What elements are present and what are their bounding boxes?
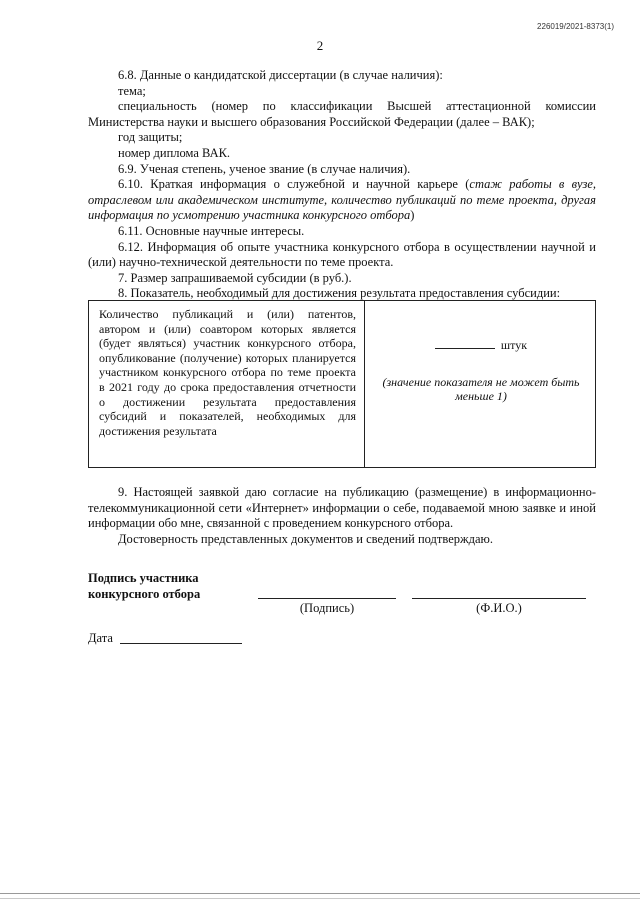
section-6-8: 6.8. Данные о кандидатской диссертации (в случае наличия): (118, 68, 443, 82)
reliability-statement: Достоверность представленных документов и сведений подтверждаю. (118, 531, 493, 546)
page-number: 2 (316, 38, 324, 53)
dissertation-topic: тема; (118, 83, 146, 98)
indicator-value-cell (365, 301, 596, 468)
section-6-11: 6.11. Основные научные интересы. (118, 223, 305, 238)
signature-label-line-2: конкурсного отбора (88, 586, 201, 601)
section-8: 8. Показатель, необходимый для достижения результата предоставления субсидии: (118, 286, 561, 301)
section-9-consent: 9. Настоящей заявкой даю согласие на публикацию (размещение) в информационно-телекоммуникационной сети «Интернет» информации о себе, подаваемой мною заявке и иной информации обо мне, связанной с проведением конкурсного отбора. (88, 485, 596, 531)
section-7: 7. Размер запрашиваемой субсидии (в руб.). (118, 270, 352, 285)
indicator-value-line (375, 337, 587, 353)
indicator-units: штук (500, 338, 528, 352)
name-caption: (Ф.И.О.) (476, 601, 522, 615)
consent-section (88, 485, 596, 547)
indicator-value-blank (435, 337, 495, 349)
signature-caption: (Подпись) (299, 601, 355, 615)
section-6-10-italic-note: стаж работы в вузе, отраслевом или академическом институте, количество публикаций по теме проекта, другая информация по усмотрению участника конкурсного отбора (88, 177, 596, 223)
indicator-table (88, 300, 596, 468)
signature-label (88, 571, 200, 602)
section-6-12: 6.12. Информация об опыте участника конкурсного отбора в осуществлении научной и (или) научно-технической деятельности по теме проекта. (88, 239, 596, 270)
vak-diploma-number: номер диплома ВАК. (118, 145, 231, 160)
table-row (89, 301, 596, 468)
form-body (88, 68, 596, 302)
date-blank-line (120, 643, 242, 644)
section-6-10-close: ) (410, 208, 415, 223)
section-6-10-text: 6.10. Краткая информация о служебной и научной карьере ( (118, 177, 470, 192)
section-6-10 (88, 177, 596, 224)
scan-edge-line (0, 893, 640, 894)
section-6-9: 6.9. Ученая степень, ученое звание (в случае наличия). (118, 161, 411, 176)
indicator-description-cell: Количество публикаций и (или) патентов, автором и (или) соавтором которых является (будет являться) участник конкурсного отбора, опубликование (получение) которых планируется участником конкурсного отбора по теме проекта в 2021 году до срока предоставления отчетности о достижении результата предоставления субсидий и показателей, необходимых для достижения результата (89, 301, 365, 468)
document-registration-number: 226019/2021-8373(1) (537, 22, 614, 31)
name-blank-line (412, 598, 586, 599)
signature-blank-line (258, 598, 396, 599)
date-label: Дата (88, 631, 113, 645)
signature-label-line-1: Подпись участника (88, 571, 199, 585)
scan-edge-line (0, 898, 640, 899)
indicator-note: (значение показателя не может быть меньше 1) (382, 374, 580, 404)
dissertation-specialty: специальность (номер по классификации Высшей аттестационной комиссии Министерства науки и высшего образования Российской Федерации (далее – ВАК); (88, 99, 596, 129)
defense-year: год защиты; (118, 130, 183, 145)
